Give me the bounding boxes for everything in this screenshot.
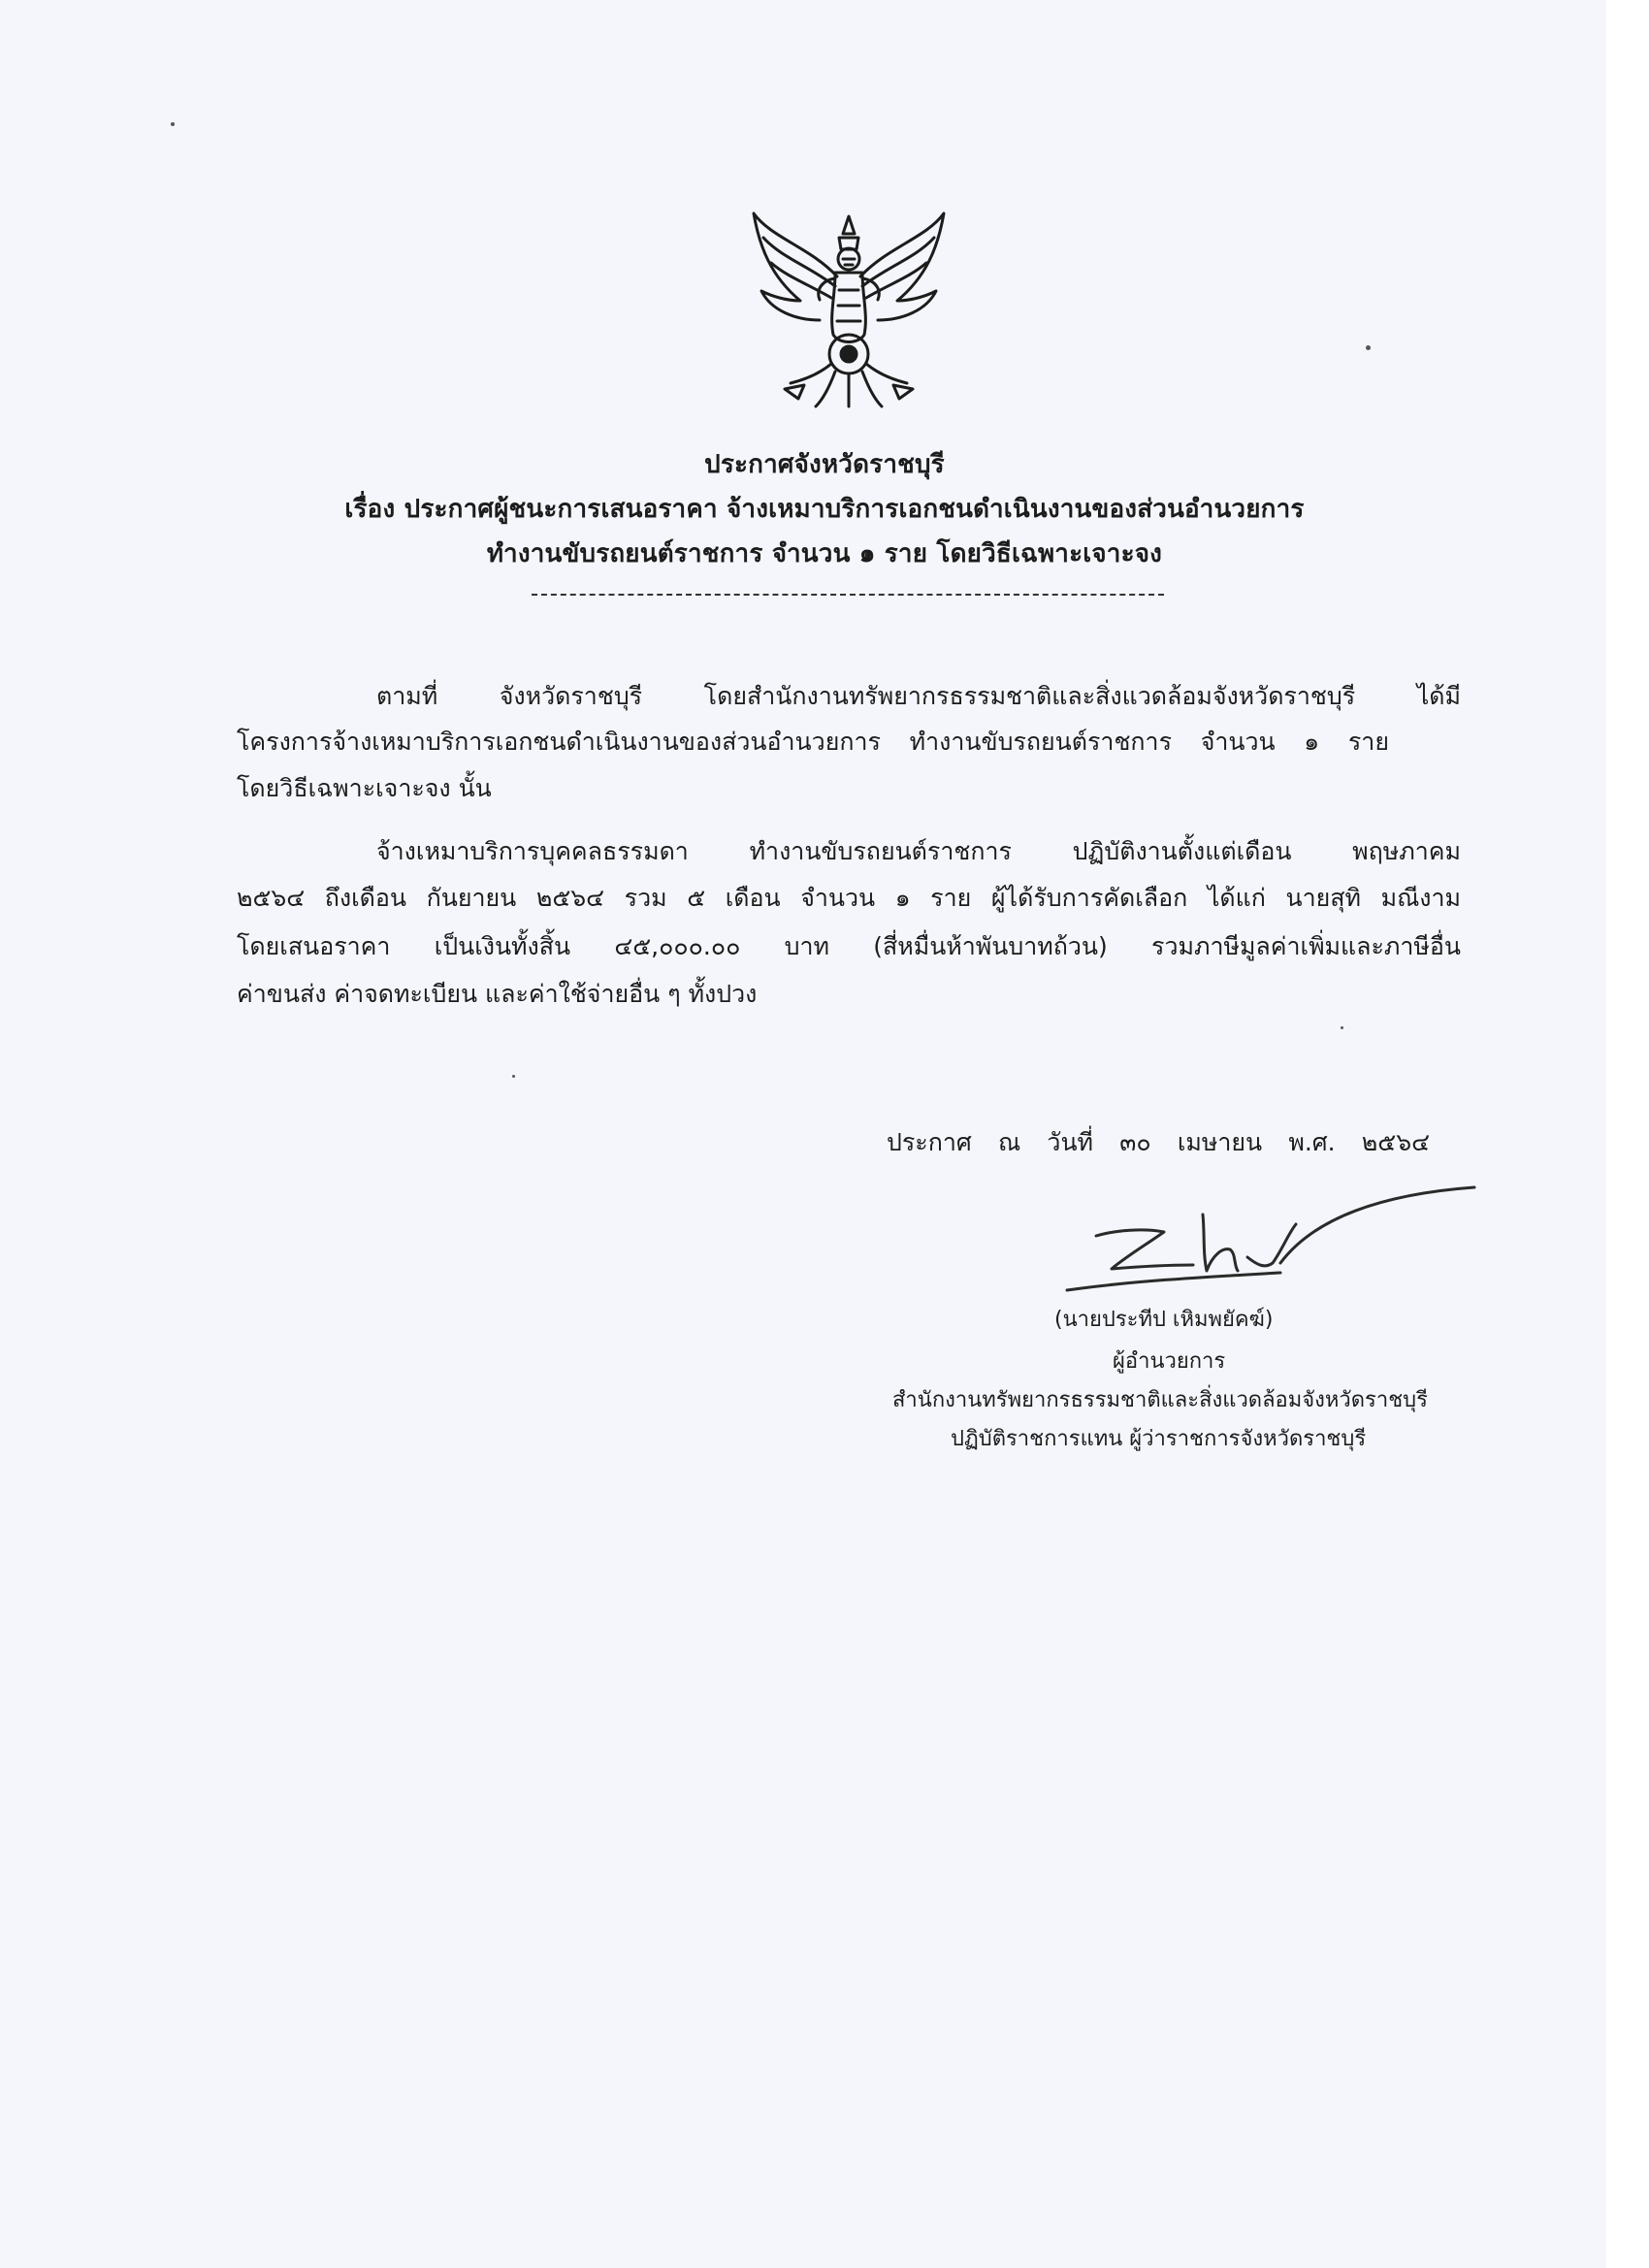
signatory-position: ผู้อำนวยการ	[1113, 1349, 1226, 1374]
paragraph-2-line-3: โดยเสนอราคา เป็นเงินทั้งสิ้น ๔๕,๐๐๐.๐๐ บาท (สี่หมื่นห้าพันบาทถ้วน) รวมภาษีมูลค่าเพิ่มและภาษีอื่น	[237, 932, 1461, 960]
scan-speck	[512, 1075, 515, 1078]
paragraph-1-line-3: โดยวิธีเฉพาะเจาะจง นั้น	[237, 774, 492, 802]
paragraph-2-line-4: ค่าขนส่ง ค่าจดทะเบียน และค่าใช้จ่ายอื่น ๆ ทั้งปวง	[237, 980, 758, 1008]
scan-edge	[1606, 0, 1649, 2268]
subject-line-1: เรื่อง ประกาศผู้ชนะการเสนอราคา จ้างเหมาบริการเอกชนดำเนินงานของส่วนอำนวยการ	[344, 495, 1305, 524]
handwritten-signature-icon	[1057, 1176, 1484, 1302]
paragraph-2-line-1: จ้างเหมาบริการบุคคลธรรมดา ทำงานขับรถยนต์ราชการ ปฏิบัติงานตั้งแต่เดือน พฤษภาคม	[376, 837, 1461, 865]
paragraph-2-line-2: ๒๕๖๔ ถึงเดือน กันยายน ๒๕๖๔ รวม ๕ เดือน จำนวน ๑ ราย ผู้ได้รับการคัดเลือก ได้แก่ นายสุทิ มณีงาม	[237, 884, 1461, 912]
signatory-name: (นายประทีป เหิมพยัคฆ์)	[1054, 1308, 1274, 1332]
paragraph-1-line-1: ตามที่ จังหวัดราชบุรี โดยสำนักงานทรัพยากรธรรมชาติและสิ่งแวดล้อมจังหวัดราชบุรี ได้มี	[376, 682, 1461, 710]
paragraph-1-line-2: โครงการจ้างเหมาบริการเอกชนดำเนินงานของส่วนอำนวยการ ทำงานขับรถยนต์ราชการ จำนวน ๑ ราย	[237, 728, 1389, 756]
scan-speck	[1341, 1026, 1343, 1029]
subject-line-2: ทำงานขับรถยนต์ราชการ จำนวน ๑ ราย โดยวิธีเฉพาะเจาะจง	[486, 539, 1163, 568]
garuda-emblem-icon	[742, 209, 955, 412]
signatory-acting-for: ปฏิบัติราชการแทน ผู้ว่าราชการจังหวัดราชบุรี	[951, 1427, 1367, 1451]
scan-speck	[1366, 345, 1371, 350]
scan-speck	[171, 122, 175, 126]
announcement-date: ประกาศ ณ วันที่ ๓๐ เมษายน พ.ศ. ๒๕๖๔	[887, 1128, 1430, 1156]
announcement-title: ประกาศจังหวัดราชบุรี	[704, 450, 945, 479]
dashed-divider	[532, 594, 1164, 596]
signatory-office: สำนักงานทรัพยากรธรรมชาติและสิ่งแวดล้อมจังหวัดราชบุรี	[892, 1388, 1428, 1412]
